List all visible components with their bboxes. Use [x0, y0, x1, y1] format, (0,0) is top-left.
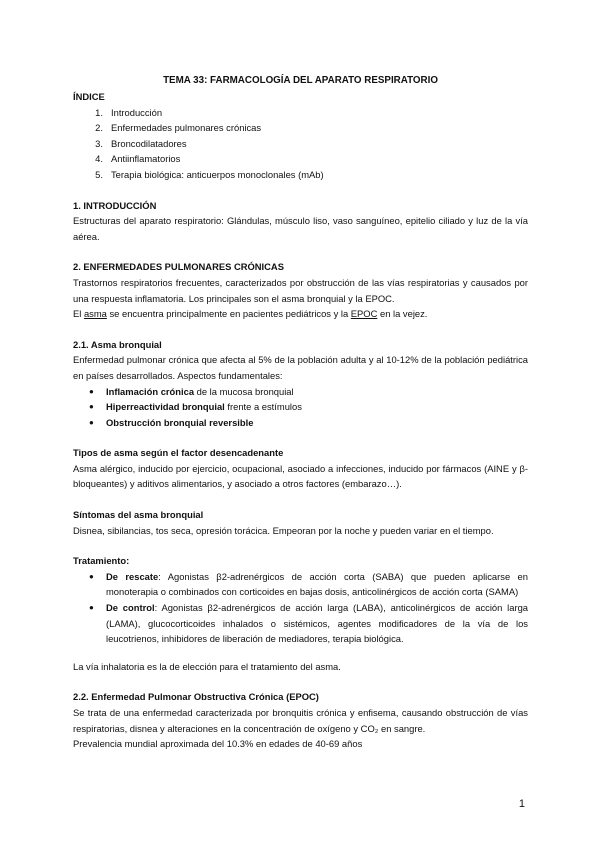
section-2-2-text2: Prevalencia mundial aproximada del 10.3% en edades de 40-69 años	[73, 738, 363, 750]
index-item: 5. Terapia biológica: anticuerpos monoclonales (mAb)	[95, 168, 324, 180]
bullet-icon: ●	[89, 386, 94, 396]
list-item: ● Obstrucción bronquial reversible	[73, 415, 528, 431]
section-1-heading: 1. INTRODUCCIÓN	[73, 199, 157, 211]
asma-term: asma	[83, 308, 107, 320]
page-number: 1	[518, 798, 525, 810]
section-2-2-heading: 2.2. Enfermedad Pulmonar Obstructiva Crónica (EPOC)	[73, 691, 319, 703]
asma-aspects-list	[73, 384, 528, 431]
epoc-term: EPOC	[350, 308, 378, 320]
sintomas-heading: Síntomas del asma bronquial	[73, 509, 204, 521]
tipos-heading: Tipos de asma según el factor desencadenante	[73, 447, 284, 459]
section-2-line2: El asma se encuentra principalmente en pacientes pediátricos y la EPOC en la vejez.	[73, 308, 428, 320]
section-2-1-text: Enfermedad pulmonar crónica que afecta al 5% de la población adulta y al 10-12% de la población pediátrica en países desarrollados. Aspectos fundamentales:	[73, 354, 528, 381]
index-heading: ÍNDICE	[73, 91, 105, 102]
section-2-heading: 2. ENFERMEDADES PULMONARES CRÓNICAS	[73, 261, 284, 273]
list-item: ● Inflamación crónica de la mucosa bronquial	[73, 384, 528, 400]
index-item: 2. Enfermedades pulmonares crónicas	[95, 122, 262, 134]
section-2-2-text: Se trata de una enfermedad caracterizada por bronquitis crónica y enfisema, causando obstrucción de vías respiratorias, disnea y alteraciones en la concentración de oxígeno y CO₂ en sangre.	[73, 707, 528, 734]
list-item: ● Hiperreactividad bronquial frente a estímulos	[73, 399, 528, 415]
index-item: 1. Introducción	[95, 106, 163, 118]
bullet-icon: ●	[89, 571, 94, 581]
tratamiento-heading: Tratamiento:	[73, 555, 130, 567]
section-2-1-heading: 2.1. Asma bronquial	[73, 338, 162, 350]
index-list	[73, 105, 528, 183]
index-item: 4. Antiinflamatorios	[95, 153, 181, 165]
section-2-text: Trastornos respiratorios frecuentes, caracterizados por obstrucción de las vías respiratorias y causados por una respuesta inflamatoria. Los principales son el asma bronquial y la EPOC.	[73, 276, 528, 304]
index-item: 3. Broncodilatadores	[95, 137, 187, 149]
tratamiento-note: La vía inhalatoria es la de elección para el tratamiento del asma.	[73, 660, 341, 672]
bullet-icon: ●	[89, 603, 94, 613]
tipos-text: Asma alérgico, inducido por ejercicio, ocupacional, asociado a infecciones, inducido por fármacos (AINE y β-bloqueantes) y aditivos alimentarios, y asociado a otros factores (embarazo…).	[73, 462, 528, 490]
list-item: ● De rescate: Agonistas β2-adrenérgicos de acción corta (SABA) que pueden aplicarse en monoterapia o combinados con corticoides en bajas dosis, anticolinérgicos de acción corta (SAMA)	[89, 570, 528, 598]
bullet-icon: ●	[89, 417, 94, 427]
sintomas-text: Disnea, sibilancias, tos seca, opresión torácica. Empeoran por la noche y pueden variar en el tiempo.	[73, 524, 494, 536]
bullet-icon: ●	[89, 402, 94, 412]
document-page	[73, 73, 528, 752]
section-1-text: Estructuras del aparato respiratorio: Glándulas, músculo liso, vaso sanguíneo, epitelio ciliado y luz de la vía aérea.	[73, 215, 528, 242]
list-item: ● De control: Agonistas β2-adrenérgicos de acción larga (LABA), anticolinérgicos de acción larga (LAMA), glucocorticoides inhalados o sistémicos, agentes modificadores de la vía de los leucotrienos, inhibidores de liberación de mediadores, terapia biológica.	[89, 602, 528, 645]
tratamiento-list	[73, 569, 528, 647]
document-title: TEMA 33: FARMACOLOGÍA DEL APARATO RESPIRATORIO	[163, 75, 438, 86]
